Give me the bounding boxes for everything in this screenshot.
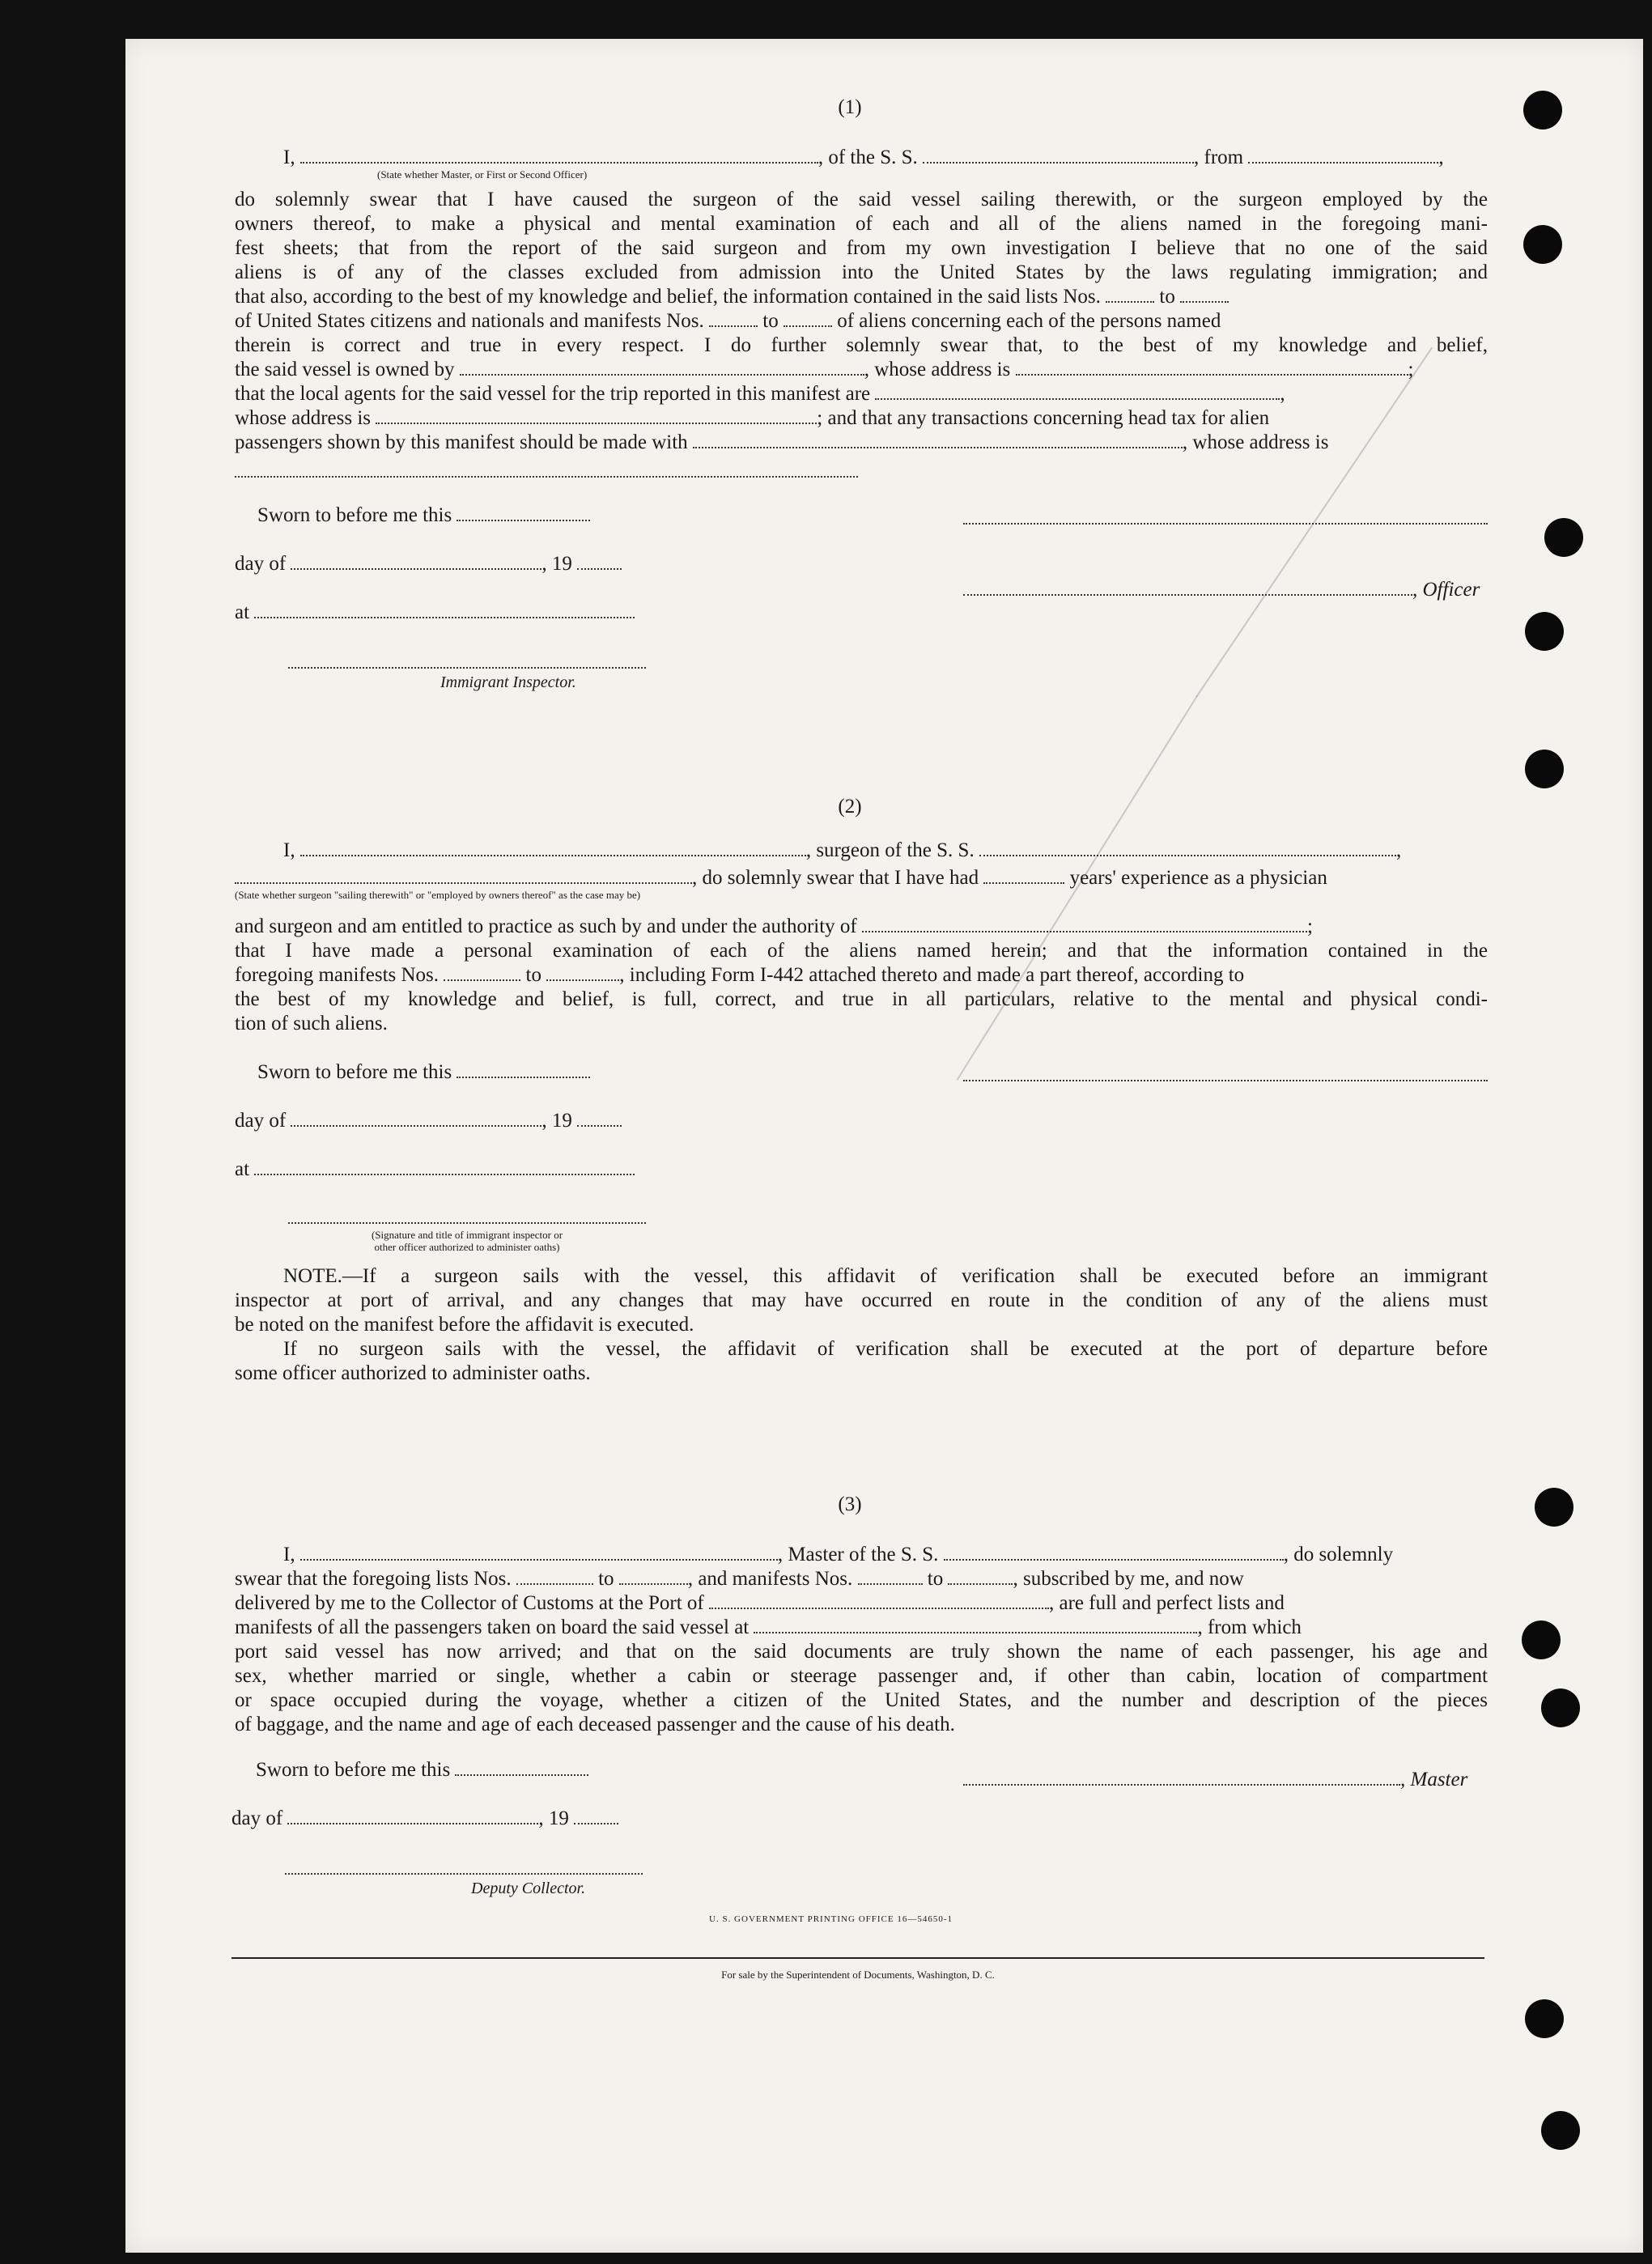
s2-note-line: inspector at port of arrival, and any changes that may have occurred en route in the condition of any of the aliens must (235, 1289, 1488, 1311)
s1-para-line: that also, according to the best of my knowledge and belief, the information contained in the said lists Nos. to (235, 285, 1229, 309)
s1-officer: , Officer (963, 578, 1480, 602)
s2-para-line: and surgeon and am entitled to practice as such by and under the authority of ; (235, 915, 1313, 937)
gpo-imprint: U. S. GOVERNMENT PRINTING OFFICE 16—54650-1 (709, 1914, 953, 1924)
binder-hole (1541, 2111, 1580, 2150)
s3-collector-caption: Deputy Collector. (471, 1880, 586, 1897)
s1-subcaption: (State whether Master, or First or Second Officer) (377, 168, 588, 181)
s1-line1: I, , of the S. S. , from , (283, 147, 1444, 168)
s3-para-line: port said vessel has now arrived; and that on the said documents are truly shown the name of each passenger, his age and (235, 1641, 1488, 1663)
s3-day: day of , 19 (231, 1807, 618, 1831)
s2-note-line: be noted on the manifest before the affidavit is executed. (235, 1314, 694, 1336)
sale-notice: For sale by the Superintendent of Documents, Washington, D. C. (721, 1969, 995, 1981)
binder-hole (1525, 612, 1564, 651)
s1-sworn: Sworn to before me this (257, 503, 590, 528)
s1-address-line (235, 476, 858, 478)
s3-para-line: manifests of all the passengers taken on board the said vessel at , from which (235, 1616, 1302, 1638)
s3-collector-line (285, 1873, 643, 1875)
s1-day: day of , 19 (235, 552, 622, 576)
s2-note-line: NOTE.—If a surgeon sails with the vessel, this affidavit of verification shall be executed before an immigrant (283, 1265, 1488, 1287)
s2-line1: I, , surgeon of the S. S. , (283, 839, 1402, 861)
s2-inspector-line (288, 1222, 646, 1224)
binder-hole (1523, 225, 1562, 264)
binder-hole (1525, 750, 1564, 788)
s3-para-line: sex, whether married or single, whether a cabin or steerage passenger and, if other than cabin, location of compartment (235, 1665, 1488, 1687)
s2-para-line: the best of my knowledge and belief, is full, correct, and true in all particulars, relative to the mental and physical condi- (235, 988, 1488, 1010)
s1-para-line: whose address is ; and that any transactions concerning head tax for alien (235, 407, 1270, 429)
s2-sig-caption: (Signature and title of immigrant inspector or (371, 1229, 563, 1241)
s1-para-line: do solemnly swear that I have caused the surgeon of the said vessel sailing therewith, or the surgeon employed by the (235, 189, 1488, 210)
footer-rule (231, 1957, 1484, 1959)
s2-para-line: foregoing manifests Nos. to , including Form I-442 attached thereto and made a part thereof, according to (235, 964, 1245, 986)
binder-hole (1522, 1620, 1561, 1659)
s1-para-line: therein is correct and true in every respect. I do further solemnly swear that, to the best of my knowledge and belief, (235, 334, 1488, 356)
s2-signature-line (963, 1080, 1488, 1081)
binder-hole (1544, 518, 1583, 557)
s3-para-line: delivered by me to the Collector of Customs at the Port of , are full and perfect lists and (235, 1592, 1285, 1614)
s2-line2: , do solemnly swear that I have had years' experience as a physician (235, 866, 1327, 890)
s1-inspector-caption: Immigrant Inspector. (440, 673, 576, 691)
s1-para-line: owners thereof, to make a physical and mental examination of each and all of the aliens named in the foregoing mani- (235, 213, 1488, 235)
section-number-1: (1) (838, 96, 862, 118)
s2-para-line: that I have made a personal examination of each of the aliens named herein; and that the information contained in the (235, 940, 1488, 962)
s3-para-line: or space occupied during the voyage, whether a citizen of the United States, and the number and description of the pieces (235, 1689, 1488, 1711)
s1-para-line: aliens is of any of the classes excluded from admission into the United States by the laws regulating immigration; and (235, 261, 1488, 283)
s2-note-line: If no surgeon sails with the vessel, the affidavit of verification shall be executed at the port of departure before (283, 1338, 1488, 1360)
section-number-3: (3) (838, 1493, 862, 1515)
s1-para-line: the said vessel is owned by , whose address is ; (235, 359, 1414, 380)
s3-para-line: of baggage, and the name and age of each deceased passenger and the cause of his death. (235, 1714, 955, 1735)
s1-para-line: fest sheets; that from the report of the said surgeon and from my own investigation I believe that no one of the said (235, 237, 1488, 259)
binder-hole (1525, 1999, 1564, 2038)
s2-day: day of , 19 (235, 1109, 622, 1133)
section-number-2: (2) (838, 796, 862, 818)
s2-para-line: tion of such aliens. (235, 1013, 388, 1034)
s2-note-line: some officer authorized to administer oaths. (235, 1362, 591, 1384)
s2-at: at (235, 1157, 635, 1182)
s1-inspector-line (288, 667, 646, 669)
s2-subcaption: (State whether surgeon "sailing therewith" or "employed by owners thereof" as the case may be) (235, 889, 641, 901)
s1-at: at (235, 601, 635, 625)
s3-master: , Master (963, 1768, 1467, 1792)
s3-sworn: Sworn to before me this (256, 1758, 588, 1782)
s1-para-line: passengers shown by this manifest should be made with , whose address is (235, 431, 1329, 453)
s2-sig-caption: other officer authorized to administer oaths) (374, 1241, 560, 1253)
s1-signature-line (963, 523, 1488, 525)
s1-para-line: that the local agents for the said vessel for the trip reported in this manifest are , (235, 383, 1285, 405)
s3-para-line: swear that the foregoing lists Nos. to , and manifests Nos. to , subscribed by me, and now (235, 1568, 1244, 1590)
s2-sworn: Sworn to before me this (257, 1060, 590, 1085)
binder-hole (1541, 1688, 1580, 1727)
s1-para-line: of United States citizens and nationals and manifests Nos. to of aliens concerning each of the persons named (235, 310, 1221, 332)
s3-line1: I, , Master of the S. S. , do solemnly (283, 1544, 1394, 1565)
